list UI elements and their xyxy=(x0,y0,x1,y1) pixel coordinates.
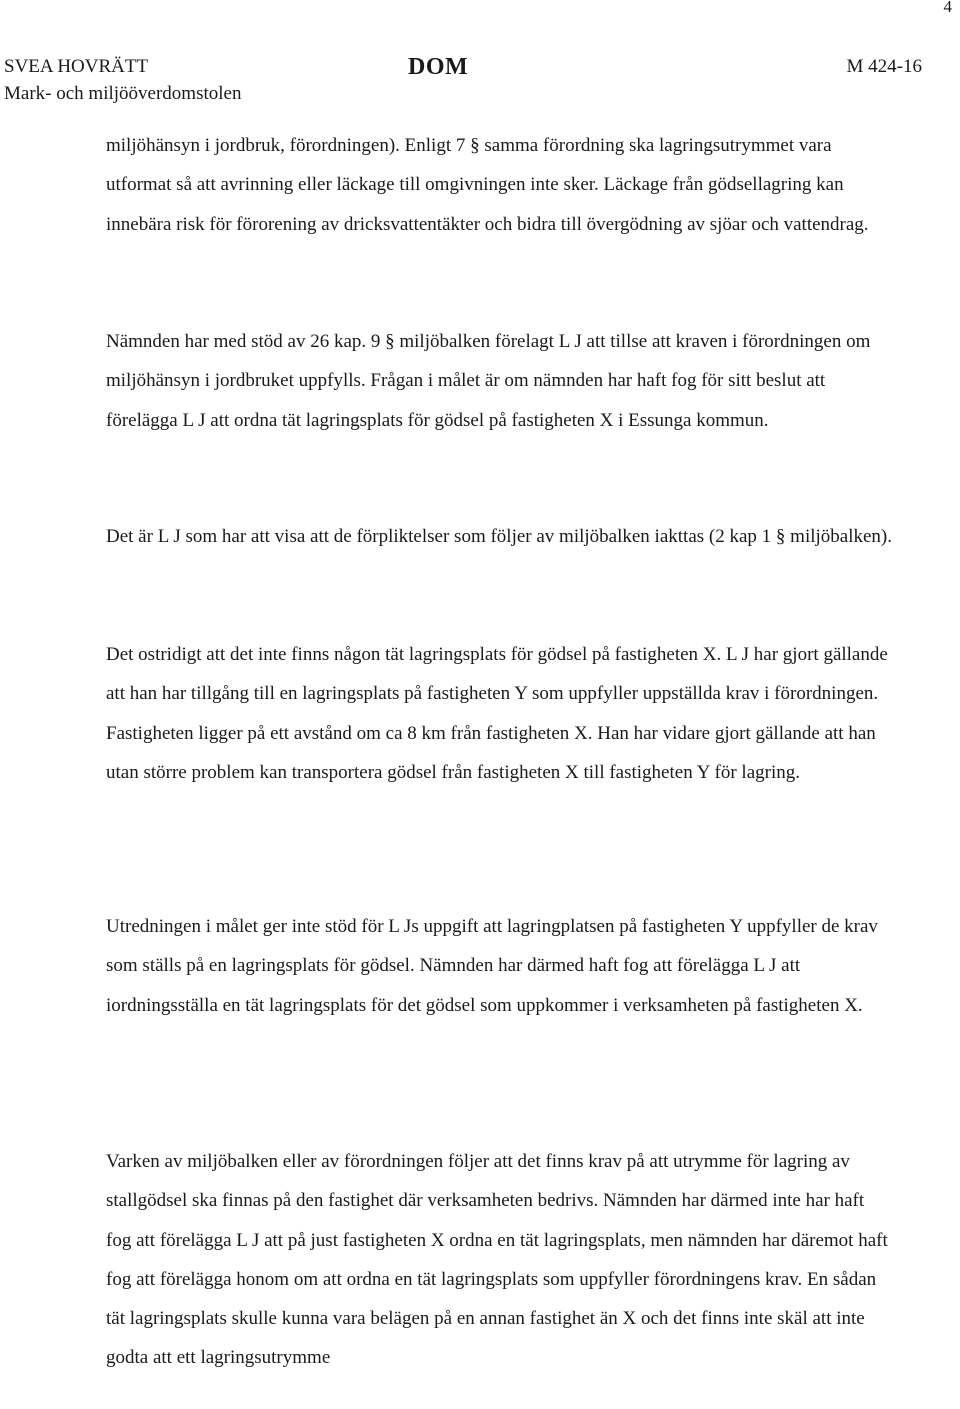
court-department: Mark- och miljööverdomstolen xyxy=(4,83,242,104)
paragraph-4: Det ostridigt att det inte finns någon tät lagringsplats för gödsel på fastigheten X. L J har gjort gällande att han har tillgång till en lagringsplats på fastigheten Y som uppfyller uppställda krav i förordningen. Fastigheten ligger på ett avstånd om ca 8 km från fastigheten X. Han har vidare gjort gällande att han utan större problem kan transportera gödsel från fastigheten X till fastigheten Y för lagring. xyxy=(106,644,888,783)
court-name: SVEA HOVRÄTT xyxy=(4,56,149,77)
document-type: DOM xyxy=(408,54,469,80)
paragraph-6: Varken av miljöbalken eller av förordningen följer att det finns krav på att utrymme för lagring av stallgödsel ska finnas på den fastighet där verksamheten bedrivs. Nämnden har därmed inte har haft fog att förelägga L J att på just fastigheten X ordna en tät lagringsplats, men nämnden har däremot haft fog att förelägga honom om att ordna en tät lagringsplats som uppfyller förordningens krav. En sådan tät lagringsplats skulle kunna vara belägen på en annan fastighet än X och det finns inte skäl att inte godta att ett lagringsutrymme xyxy=(106,1151,888,1369)
paragraph-1: miljöhänsyn i jordbruk, förordningen). Enligt 7 § samma förordning ska lagringsutrymmet vara utformat så att avrinning eller läckage till omgivningen inte sker. Läckage från gödsellagring kan innebära risk för förorening av dricksvattentäkter och bidra till övergödning av sjöar och vattendrag. xyxy=(106,135,869,235)
paragraph-3: Det är L J som har att visa att de förpliktelser som följer av miljöbalken iakttas (2 kap 1 § miljöbalken). xyxy=(106,526,893,547)
case-number: M 424-16 xyxy=(846,56,922,77)
paragraph-5: Utredningen i målet ger inte stöd för L Js uppgift att lagringplatsen på fastigheten Y uppfyller de krav som ställs på en lagringsplats för gödsel. Nämnden har därmed haft fog att förelägga L J att iordningsställa en tät lagringsplats för det gödsel som uppkommer i verksamheten på fastigheten X. xyxy=(106,916,878,1016)
page-number: 4 xyxy=(943,0,952,16)
paragraph-2: Nämnden har med stöd av 26 kap. 9 § miljöbalken förelagt L J att tillse att kraven i förordningen om miljöhänsyn i jordbruket uppfylls. Frågan i målet är om nämnden har haft fog för sitt beslut att förelägga L J att ordna tät lagringsplats för gödsel på fastigheten X i Essunga kommun. xyxy=(106,331,871,431)
